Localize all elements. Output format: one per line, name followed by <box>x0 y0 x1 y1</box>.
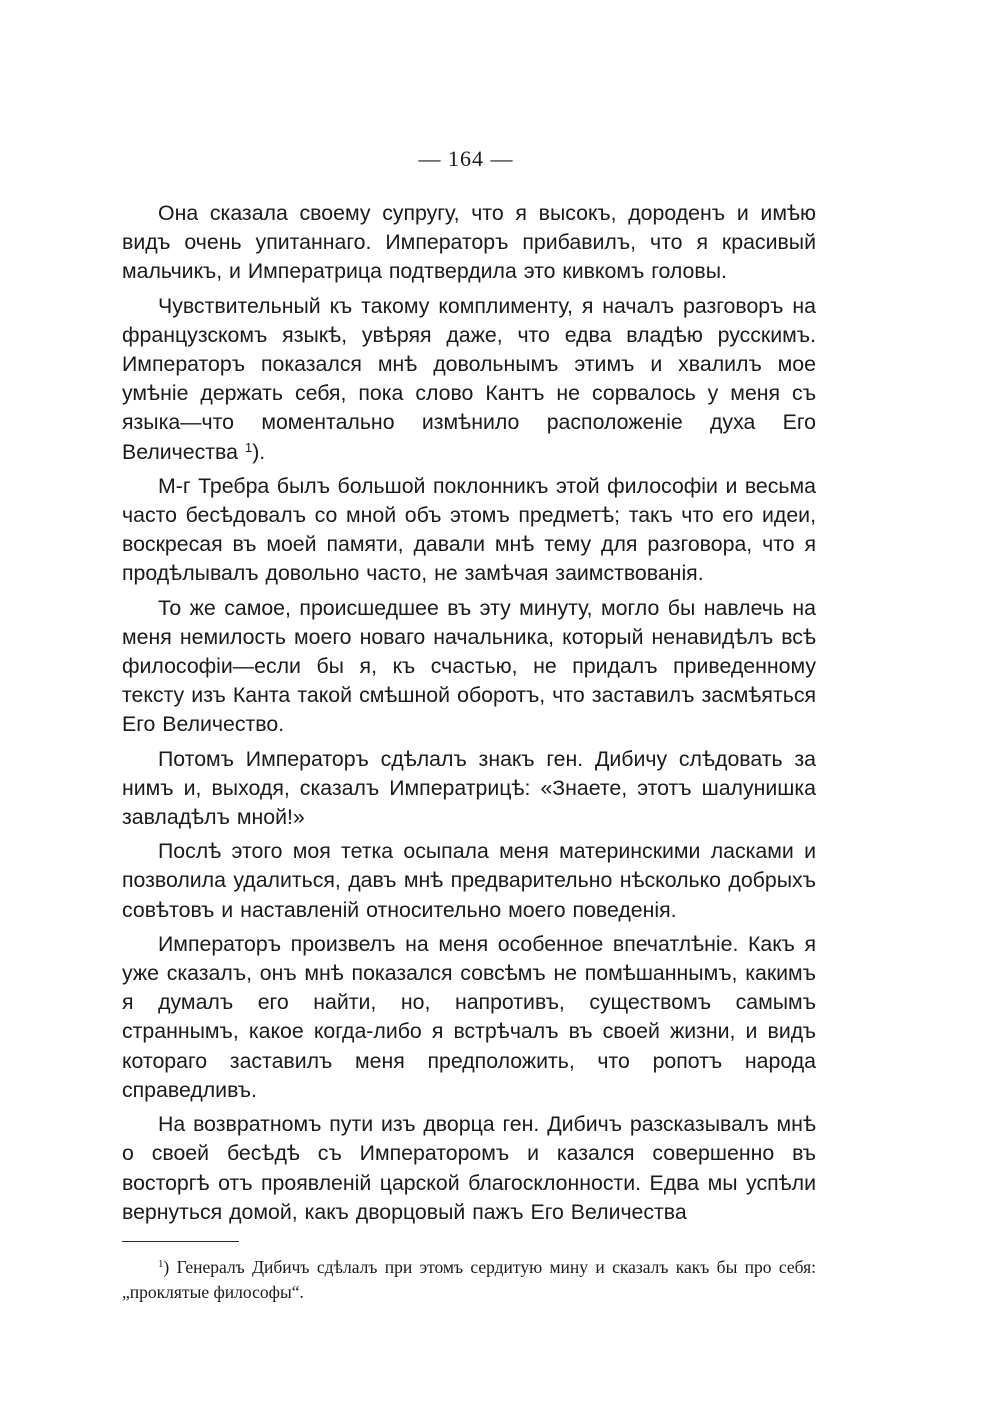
footnote-text: Генералъ Дибичъ сдѣлалъ при этомъ сердитую мину и сказалъ какъ бы про себя: „проклятые философы“. <box>122 1257 817 1302</box>
footnote-marker-close: ) <box>163 1257 170 1277</box>
paragraph-4: То же самое, происшедшее въ эту минуту, могло бы навлечь на меня немилость моего новаго начальника, который ненавидѣлъ всѣ философіи—если бы я, къ счастью, не придалъ приведенному тексту изъ Канта такой смѣшной оборотъ, что заставилъ засмѣяться Его Величество. <box>122 595 816 737</box>
body-text <box>122 199 816 1227</box>
paragraph-2 <box>122 292 816 467</box>
paragraph-7: Императоръ произвелъ на меня особенное впечатлѣніе. Какъ я уже сказалъ, онъ мнѣ показался совсѣмъ не помѣшаннымъ, какимъ я думалъ его найти, но, напротивъ, существомъ самымъ страннымъ, какое когда-либо я встрѣчалъ въ своей жизни, и видъ котораго заставилъ меня предположить, что ропотъ народа справедливъ. <box>122 931 816 1102</box>
paragraph-5: Потомъ Императоръ сдѣлалъ знакъ ген. Дибичу слѣдовать за нимъ и, выходя, сказалъ Императрицѣ: «Знаете, этотъ шалунишка завладѣлъ мной!» <box>122 746 816 830</box>
paragraph-2-suffix: ). <box>252 439 266 464</box>
footnote-marker: 1 <box>158 1258 164 1271</box>
paragraph-6: Послѣ этого моя тетка осыпала меня материнскими ласками и позволила удалиться, давъ мнѣ предварительно нѣсколько добрыхъ совѣтовъ и наставленій относительно моего поведенія. <box>122 839 816 922</box>
footnote-divider <box>122 1241 239 1242</box>
paragraph-8: На возвратномъ пути изъ дворца ген. Дибичъ разсказывалъ мнѣ о своей бесѣдѣ съ Императоромъ и казался совершенно въ восторгѣ отъ проявленій царской благосклонности. Едва мы успѣли вернуться домой, какъ дворцовый пажъ Его Величества <box>122 1112 816 1224</box>
paragraph-3: М-г Требра былъ большой поклонникъ этой философіи и весьма часто бесѣдовалъ со мной объ этомъ предметѣ; такъ что его идеи, воскресая въ моей памяти, давали мнѣ тему для разговора, что я продѣлывалъ довольно часто, не замѣчая заимствованія. <box>122 473 816 586</box>
footnote <box>122 1255 816 1305</box>
footnote-reference[interactable]: 1 <box>244 439 253 455</box>
page-number: — 164 — <box>418 146 514 171</box>
paragraph-2-text: Чувствительный къ такому комплименту, я началъ разговоръ на французскомъ языкѣ, увѣряя даже, что едва владѣю русскимъ. Императоръ показался мнѣ довольнымъ этимъ и хвалилъ мое умѣніе держать себя, пока слово Кантъ не сорвалось у меня съ языка—что моментально измѣнило расположеніе духа Его Величества <box>122 293 816 464</box>
paragraph-1: Она сказала своему супругу, что я высокъ, дороденъ и имѣю видъ очень упитаннаго. Императоръ прибавилъ, что я красивый мальчикъ, и Императрица подтвердила это кивкомъ головы. <box>122 201 816 284</box>
